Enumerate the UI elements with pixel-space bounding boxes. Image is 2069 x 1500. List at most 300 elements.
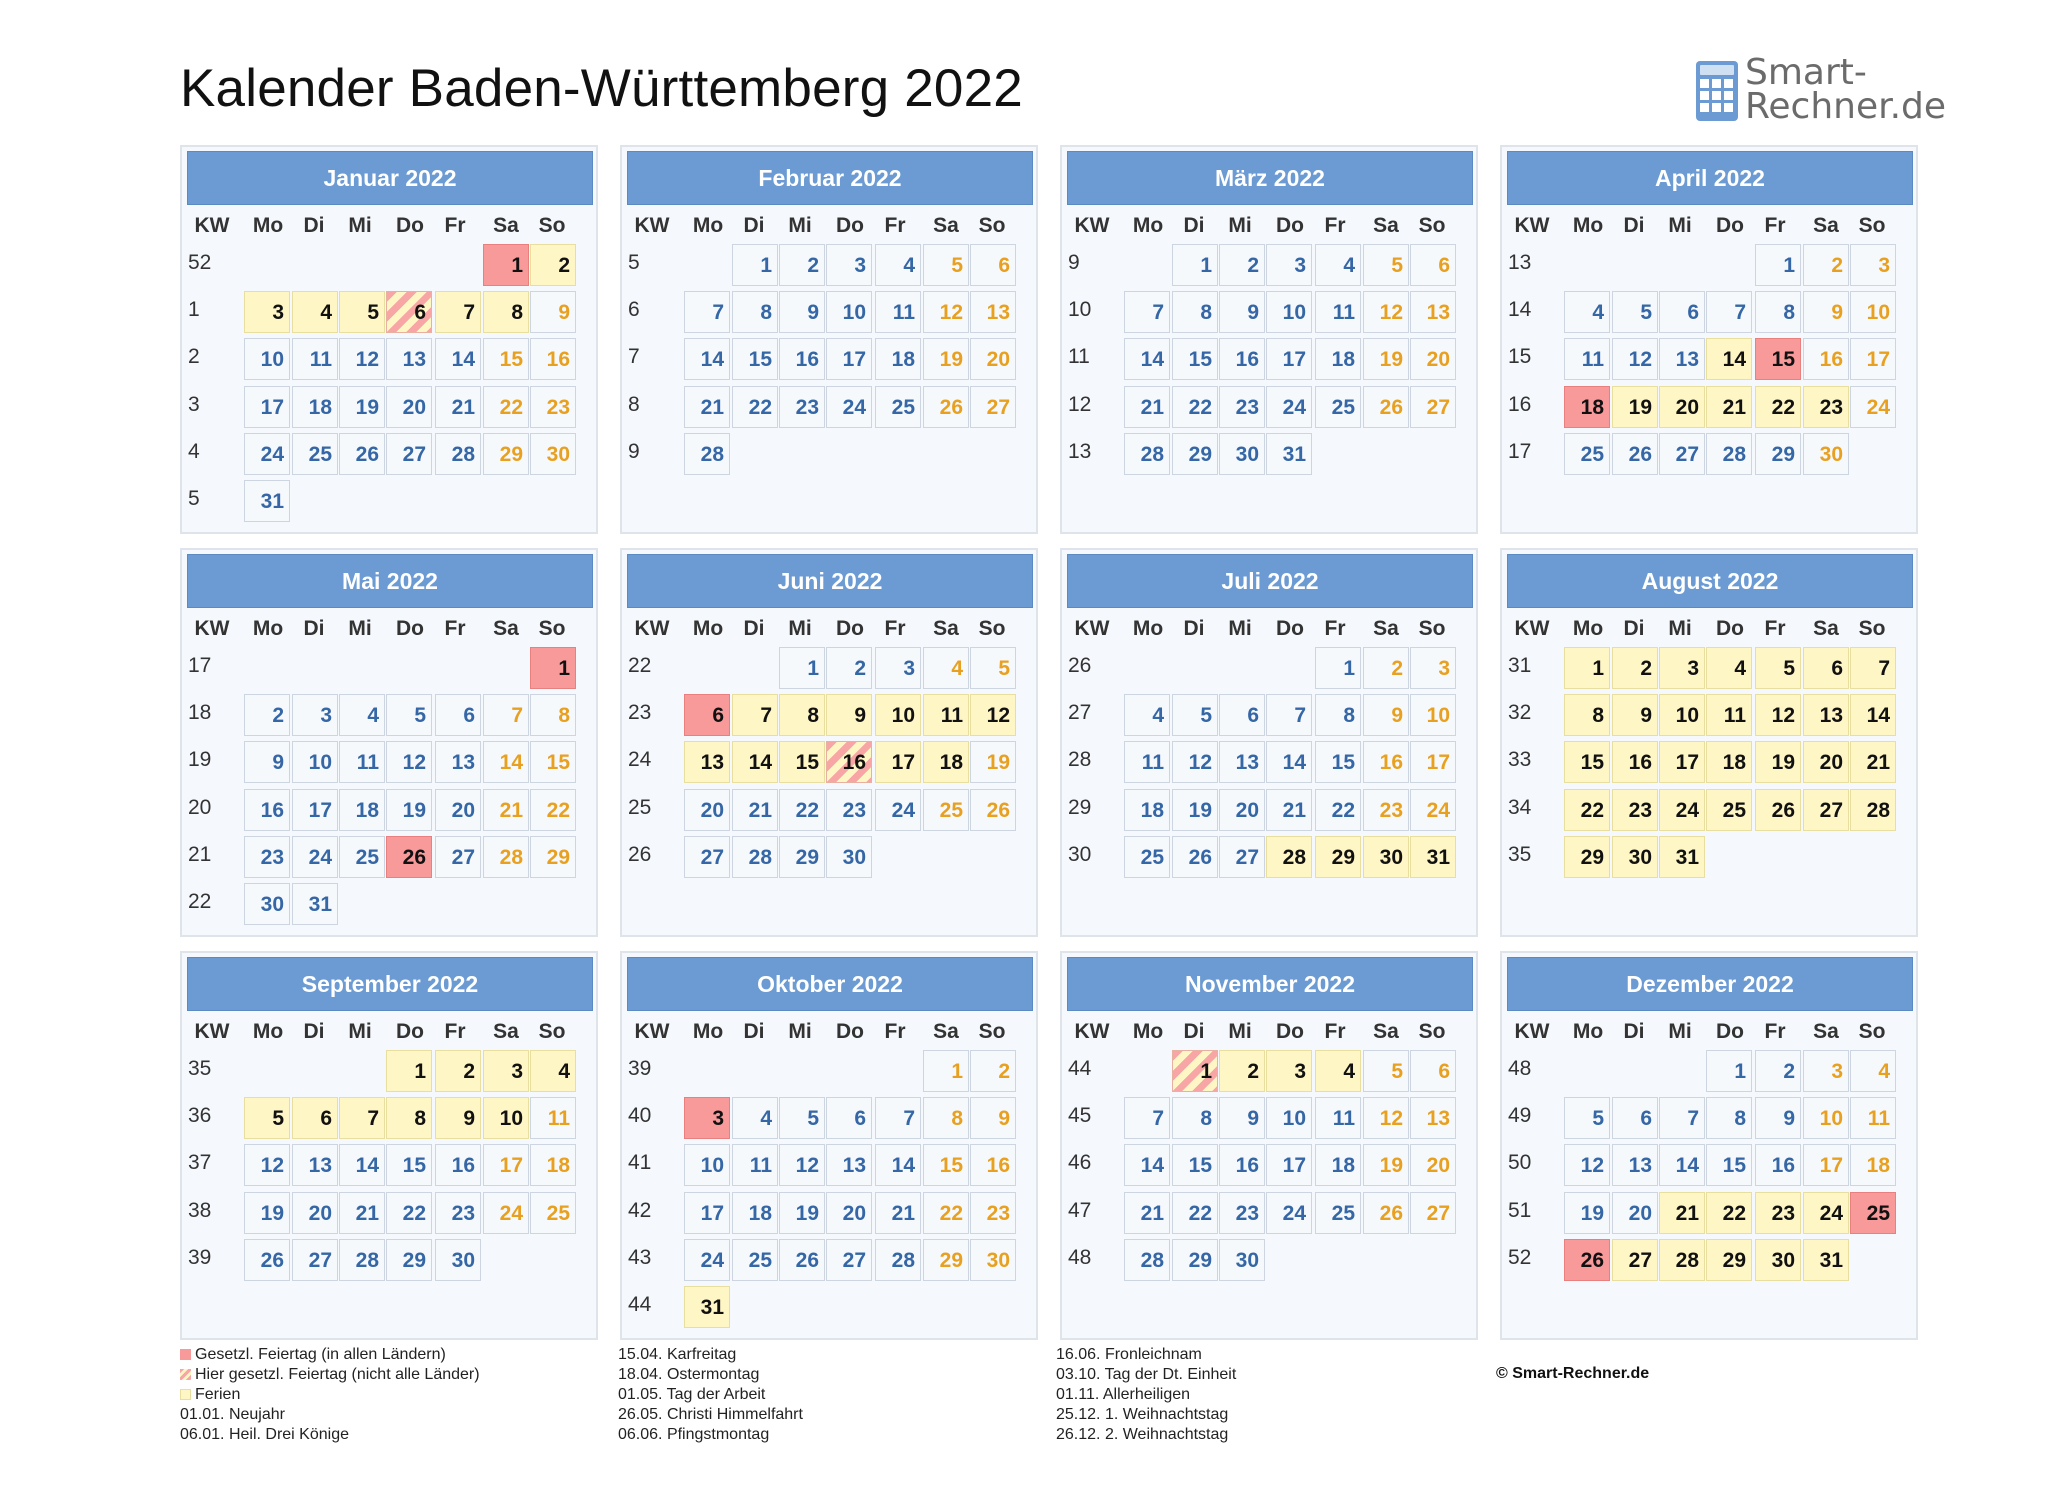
day-cell[interactable]: 31: [1659, 836, 1705, 878]
day-cell[interactable]: 21: [1706, 386, 1752, 428]
day-cell[interactable]: 17: [1850, 338, 1896, 380]
day-cell[interactable]: 26: [1612, 433, 1658, 475]
day-cell[interactable]: 10: [1266, 291, 1312, 333]
day-cell[interactable]: 12: [1755, 694, 1801, 736]
day-cell[interactable]: 19: [1612, 386, 1658, 428]
day-cell[interactable]: 28: [339, 1239, 385, 1281]
day-cell[interactable]: 14: [684, 338, 730, 380]
day-cell[interactable]: 20: [1219, 789, 1265, 831]
day-cell[interactable]: 22: [1172, 386, 1218, 428]
day-cell[interactable]: 8: [923, 1097, 969, 1139]
day-cell[interactable]: 7: [1124, 1097, 1170, 1139]
day-cell[interactable]: 25: [530, 1192, 576, 1234]
day-cell[interactable]: 6: [1803, 647, 1849, 689]
day-cell[interactable]: 26: [1363, 1192, 1409, 1234]
day-cell[interactable]: 7: [732, 694, 778, 736]
day-cell[interactable]: 5: [923, 244, 969, 286]
day-cell[interactable]: 25: [875, 386, 921, 428]
day-cell[interactable]: 26: [1755, 789, 1801, 831]
day-cell[interactable]: 3: [1803, 1050, 1849, 1092]
day-cell[interactable]: 9: [826, 694, 872, 736]
day-cell[interactable]: 17: [1266, 1144, 1312, 1186]
day-cell[interactable]: 12: [1564, 1144, 1610, 1186]
day-cell[interactable]: 9: [1219, 1097, 1265, 1139]
day-cell[interactable]: 11: [732, 1144, 778, 1186]
day-cell[interactable]: 25: [732, 1239, 778, 1281]
day-cell[interactable]: 13: [1410, 291, 1456, 333]
day-cell[interactable]: 29: [779, 836, 825, 878]
day-cell[interactable]: 17: [684, 1192, 730, 1234]
day-cell[interactable]: 17: [483, 1144, 529, 1186]
day-cell[interactable]: 7: [339, 1097, 385, 1139]
day-cell[interactable]: 3: [244, 291, 290, 333]
day-cell[interactable]: 29: [1172, 433, 1218, 475]
day-cell[interactable]: 19: [244, 1192, 290, 1234]
day-cell[interactable]: 13: [1659, 338, 1705, 380]
day-cell[interactable]: 28: [684, 433, 730, 475]
day-cell[interactable]: 1: [1564, 647, 1610, 689]
day-cell[interactable]: 20: [435, 789, 481, 831]
day-cell[interactable]: 7: [1266, 694, 1312, 736]
day-cell[interactable]: 20: [826, 1192, 872, 1234]
day-cell[interactable]: 18: [732, 1192, 778, 1234]
day-cell[interactable]: 30: [970, 1239, 1016, 1281]
day-cell[interactable]: 13: [684, 741, 730, 783]
day-cell[interactable]: 18: [1706, 741, 1752, 783]
day-cell[interactable]: 2: [530, 244, 576, 286]
day-cell[interactable]: 5: [386, 694, 432, 736]
day-cell[interactable]: 21: [435, 386, 481, 428]
day-cell[interactable]: 1: [530, 647, 576, 689]
day-cell[interactable]: 9: [1755, 1097, 1801, 1139]
day-cell[interactable]: 21: [1124, 1192, 1170, 1234]
day-cell[interactable]: 23: [1803, 386, 1849, 428]
day-cell[interactable]: 1: [1315, 647, 1361, 689]
day-cell[interactable]: 30: [530, 433, 576, 475]
day-cell[interactable]: 11: [1315, 1097, 1361, 1139]
day-cell[interactable]: 4: [530, 1050, 576, 1092]
day-cell[interactable]: 16: [1219, 338, 1265, 380]
day-cell[interactable]: 24: [875, 789, 921, 831]
day-cell[interactable]: 28: [875, 1239, 921, 1281]
day-cell[interactable]: 10: [1266, 1097, 1312, 1139]
day-cell[interactable]: 12: [1363, 1097, 1409, 1139]
day-cell[interactable]: 23: [1219, 1192, 1265, 1234]
day-cell[interactable]: 4: [292, 291, 338, 333]
day-cell[interactable]: 9: [1219, 291, 1265, 333]
day-cell[interactable]: 14: [732, 741, 778, 783]
day-cell[interactable]: 14: [1266, 741, 1312, 783]
day-cell[interactable]: 8: [1315, 694, 1361, 736]
day-cell[interactable]: 6: [970, 244, 1016, 286]
day-cell[interactable]: 28: [1124, 1239, 1170, 1281]
day-cell[interactable]: 16: [1612, 741, 1658, 783]
day-cell[interactable]: 3: [875, 647, 921, 689]
day-cell[interactable]: 15: [483, 338, 529, 380]
day-cell[interactable]: 8: [483, 291, 529, 333]
day-cell[interactable]: 20: [1410, 1144, 1456, 1186]
day-cell[interactable]: 5: [1564, 1097, 1610, 1139]
day-cell[interactable]: 28: [483, 836, 529, 878]
day-cell[interactable]: 27: [1659, 433, 1705, 475]
day-cell[interactable]: 4: [1564, 291, 1610, 333]
day-cell[interactable]: 13: [1612, 1144, 1658, 1186]
day-cell[interactable]: 6: [684, 694, 730, 736]
day-cell[interactable]: 22: [530, 789, 576, 831]
day-cell[interactable]: 28: [1659, 1239, 1705, 1281]
day-cell[interactable]: 1: [1172, 244, 1218, 286]
day-cell[interactable]: 6: [1612, 1097, 1658, 1139]
day-cell[interactable]: 12: [779, 1144, 825, 1186]
day-cell[interactable]: 29: [1172, 1239, 1218, 1281]
day-cell[interactable]: 19: [1363, 1144, 1409, 1186]
day-cell[interactable]: 7: [483, 694, 529, 736]
day-cell[interactable]: 18: [1850, 1144, 1896, 1186]
day-cell[interactable]: 3: [826, 244, 872, 286]
day-cell[interactable]: 1: [923, 1050, 969, 1092]
day-cell[interactable]: 4: [339, 694, 385, 736]
day-cell[interactable]: 21: [684, 386, 730, 428]
day-cell[interactable]: 8: [1706, 1097, 1752, 1139]
day-cell[interactable]: 11: [1124, 741, 1170, 783]
day-cell[interactable]: 18: [530, 1144, 576, 1186]
day-cell[interactable]: 13: [386, 338, 432, 380]
day-cell[interactable]: 12: [1172, 741, 1218, 783]
day-cell[interactable]: 17: [1266, 338, 1312, 380]
day-cell[interactable]: 1: [779, 647, 825, 689]
day-cell[interactable]: 4: [875, 244, 921, 286]
day-cell[interactable]: 21: [1850, 741, 1896, 783]
day-cell[interactable]: 20: [1410, 338, 1456, 380]
day-cell[interactable]: 13: [970, 291, 1016, 333]
day-cell[interactable]: 15: [530, 741, 576, 783]
day-cell[interactable]: 28: [732, 836, 778, 878]
day-cell[interactable]: 16: [970, 1144, 1016, 1186]
day-cell[interactable]: 5: [339, 291, 385, 333]
day-cell[interactable]: 12: [386, 741, 432, 783]
day-cell[interactable]: 27: [292, 1239, 338, 1281]
day-cell[interactable]: 23: [970, 1192, 1016, 1234]
day-cell[interactable]: 17: [1803, 1144, 1849, 1186]
day-cell[interactable]: 15: [1172, 1144, 1218, 1186]
day-cell[interactable]: 19: [970, 741, 1016, 783]
day-cell[interactable]: 30: [1803, 433, 1849, 475]
day-cell[interactable]: 20: [292, 1192, 338, 1234]
day-cell[interactable]: 21: [1266, 789, 1312, 831]
day-cell[interactable]: 24: [1410, 789, 1456, 831]
day-cell[interactable]: 17: [875, 741, 921, 783]
day-cell[interactable]: 8: [732, 291, 778, 333]
day-cell[interactable]: 24: [1850, 386, 1896, 428]
day-cell[interactable]: 2: [779, 244, 825, 286]
day-cell[interactable]: 6: [826, 1097, 872, 1139]
day-cell[interactable]: 6: [292, 1097, 338, 1139]
day-cell[interactable]: 12: [970, 694, 1016, 736]
day-cell[interactable]: 29: [386, 1239, 432, 1281]
day-cell[interactable]: 9: [1803, 291, 1849, 333]
day-cell[interactable]: 18: [1124, 789, 1170, 831]
day-cell[interactable]: 14: [1124, 338, 1170, 380]
day-cell[interactable]: 27: [826, 1239, 872, 1281]
day-cell[interactable]: 5: [1172, 694, 1218, 736]
day-cell[interactable]: 21: [339, 1192, 385, 1234]
day-cell[interactable]: 15: [1564, 741, 1610, 783]
day-cell[interactable]: 30: [1363, 836, 1409, 878]
day-cell[interactable]: 30: [1219, 1239, 1265, 1281]
day-cell[interactable]: 17: [1659, 741, 1705, 783]
day-cell[interactable]: 28: [435, 433, 481, 475]
day-cell[interactable]: 19: [1172, 789, 1218, 831]
day-cell[interactable]: 6: [1410, 1050, 1456, 1092]
day-cell[interactable]: 3: [1410, 647, 1456, 689]
day-cell[interactable]: 10: [1410, 694, 1456, 736]
day-cell[interactable]: 9: [435, 1097, 481, 1139]
day-cell[interactable]: 15: [923, 1144, 969, 1186]
day-cell[interactable]: 31: [684, 1286, 730, 1328]
day-cell[interactable]: 27: [1410, 1192, 1456, 1234]
day-cell[interactable]: 28: [1124, 433, 1170, 475]
day-cell[interactable]: 18: [1315, 338, 1361, 380]
day-cell[interactable]: 19: [386, 789, 432, 831]
day-cell[interactable]: 20: [684, 789, 730, 831]
day-cell[interactable]: 9: [244, 741, 290, 783]
day-cell[interactable]: 19: [1363, 338, 1409, 380]
day-cell[interactable]: 24: [684, 1239, 730, 1281]
day-cell[interactable]: 15: [1706, 1144, 1752, 1186]
day-cell[interactable]: 24: [1266, 386, 1312, 428]
day-cell[interactable]: 6: [386, 291, 432, 333]
day-cell[interactable]: 2: [826, 647, 872, 689]
day-cell[interactable]: 23: [1612, 789, 1658, 831]
day-cell[interactable]: 14: [1850, 694, 1896, 736]
day-cell[interactable]: 16: [1803, 338, 1849, 380]
day-cell[interactable]: 6: [1219, 694, 1265, 736]
day-cell[interactable]: 4: [923, 647, 969, 689]
day-cell[interactable]: 25: [1706, 789, 1752, 831]
day-cell[interactable]: 25: [1124, 836, 1170, 878]
day-cell[interactable]: 11: [530, 1097, 576, 1139]
day-cell[interactable]: 22: [1706, 1192, 1752, 1234]
day-cell[interactable]: 26: [244, 1239, 290, 1281]
day-cell[interactable]: 11: [923, 694, 969, 736]
day-cell[interactable]: 21: [1659, 1192, 1705, 1234]
day-cell[interactable]: 31: [1410, 836, 1456, 878]
day-cell[interactable]: 30: [1755, 1239, 1801, 1281]
day-cell[interactable]: 19: [339, 386, 385, 428]
day-cell[interactable]: 29: [1755, 433, 1801, 475]
day-cell[interactable]: 14: [339, 1144, 385, 1186]
day-cell[interactable]: 27: [684, 836, 730, 878]
day-cell[interactable]: 25: [339, 836, 385, 878]
day-cell[interactable]: 11: [339, 741, 385, 783]
day-cell[interactable]: 28: [1266, 836, 1312, 878]
day-cell[interactable]: 4: [1124, 694, 1170, 736]
day-cell[interactable]: 7: [1124, 291, 1170, 333]
day-cell[interactable]: 15: [1315, 741, 1361, 783]
day-cell[interactable]: 5: [1363, 244, 1409, 286]
day-cell[interactable]: 25: [923, 789, 969, 831]
day-cell[interactable]: 23: [435, 1192, 481, 1234]
day-cell[interactable]: 3: [684, 1097, 730, 1139]
day-cell[interactable]: 5: [1363, 1050, 1409, 1092]
day-cell[interactable]: 23: [779, 386, 825, 428]
day-cell[interactable]: 6: [1410, 244, 1456, 286]
day-cell[interactable]: 26: [1363, 386, 1409, 428]
day-cell[interactable]: 10: [1850, 291, 1896, 333]
day-cell[interactable]: 10: [826, 291, 872, 333]
day-cell[interactable]: 27: [1612, 1239, 1658, 1281]
day-cell[interactable]: 24: [483, 1192, 529, 1234]
day-cell[interactable]: 29: [483, 433, 529, 475]
day-cell[interactable]: 2: [1219, 1050, 1265, 1092]
day-cell[interactable]: 5: [1755, 647, 1801, 689]
day-cell[interactable]: 12: [923, 291, 969, 333]
day-cell[interactable]: 16: [1755, 1144, 1801, 1186]
day-cell[interactable]: 8: [530, 694, 576, 736]
day-cell[interactable]: 10: [1803, 1097, 1849, 1139]
day-cell[interactable]: 7: [435, 291, 481, 333]
day-cell[interactable]: 29: [1315, 836, 1361, 878]
day-cell[interactable]: 10: [1659, 694, 1705, 736]
day-cell[interactable]: 12: [1612, 338, 1658, 380]
day-cell[interactable]: 10: [244, 338, 290, 380]
day-cell[interactable]: 2: [970, 1050, 1016, 1092]
day-cell[interactable]: 30: [1219, 433, 1265, 475]
day-cell[interactable]: 19: [923, 338, 969, 380]
day-cell[interactable]: 21: [1124, 386, 1170, 428]
day-cell[interactable]: 18: [1564, 386, 1610, 428]
day-cell[interactable]: 14: [1706, 338, 1752, 380]
day-cell[interactable]: 27: [386, 433, 432, 475]
day-cell[interactable]: 14: [1659, 1144, 1705, 1186]
day-cell[interactable]: 29: [1706, 1239, 1752, 1281]
day-cell[interactable]: 22: [386, 1192, 432, 1234]
day-cell[interactable]: 21: [483, 789, 529, 831]
smart-rechner-logo[interactable]: [1695, 52, 1947, 127]
day-cell[interactable]: 16: [435, 1144, 481, 1186]
day-cell[interactable]: 7: [875, 1097, 921, 1139]
day-cell[interactable]: 11: [292, 338, 338, 380]
day-cell[interactable]: 17: [1410, 741, 1456, 783]
day-cell[interactable]: 22: [1564, 789, 1610, 831]
day-cell[interactable]: 30: [435, 1239, 481, 1281]
day-cell[interactable]: 15: [732, 338, 778, 380]
day-cell[interactable]: 17: [292, 789, 338, 831]
day-cell[interactable]: 14: [435, 338, 481, 380]
day-cell[interactable]: 20: [1803, 741, 1849, 783]
day-cell[interactable]: 15: [1755, 338, 1801, 380]
day-cell[interactable]: 9: [530, 291, 576, 333]
day-cell[interactable]: 2: [1612, 647, 1658, 689]
day-cell[interactable]: 1: [1755, 244, 1801, 286]
day-cell[interactable]: 26: [1172, 836, 1218, 878]
day-cell[interactable]: 18: [292, 386, 338, 428]
day-cell[interactable]: 16: [530, 338, 576, 380]
day-cell[interactable]: 26: [923, 386, 969, 428]
day-cell[interactable]: 20: [970, 338, 1016, 380]
day-cell[interactable]: 21: [732, 789, 778, 831]
day-cell[interactable]: 12: [244, 1144, 290, 1186]
day-cell[interactable]: 6: [1659, 291, 1705, 333]
day-cell[interactable]: 31: [1266, 433, 1312, 475]
day-cell[interactable]: 3: [1850, 244, 1896, 286]
day-cell[interactable]: 13: [435, 741, 481, 783]
day-cell[interactable]: 28: [1706, 433, 1752, 475]
day-cell[interactable]: 14: [483, 741, 529, 783]
day-cell[interactable]: 8: [1564, 694, 1610, 736]
day-cell[interactable]: 20: [1659, 386, 1705, 428]
day-cell[interactable]: 22: [483, 386, 529, 428]
day-cell[interactable]: 16: [826, 741, 872, 783]
day-cell[interactable]: 11: [1706, 694, 1752, 736]
day-cell[interactable]: 22: [923, 1192, 969, 1234]
day-cell[interactable]: 3: [483, 1050, 529, 1092]
day-cell[interactable]: 25: [1315, 1192, 1361, 1234]
day-cell[interactable]: 9: [1363, 694, 1409, 736]
day-cell[interactable]: 24: [292, 836, 338, 878]
day-cell[interactable]: 12: [1363, 291, 1409, 333]
day-cell[interactable]: 10: [875, 694, 921, 736]
day-cell[interactable]: 26: [1564, 1239, 1610, 1281]
day-cell[interactable]: 30: [244, 883, 290, 925]
day-cell[interactable]: 26: [779, 1239, 825, 1281]
day-cell[interactable]: 27: [1803, 789, 1849, 831]
day-cell[interactable]: 23: [1755, 1192, 1801, 1234]
day-cell[interactable]: 26: [970, 789, 1016, 831]
day-cell[interactable]: 5: [970, 647, 1016, 689]
day-cell[interactable]: 7: [1659, 1097, 1705, 1139]
day-cell[interactable]: 22: [732, 386, 778, 428]
day-cell[interactable]: 30: [1612, 836, 1658, 878]
day-cell[interactable]: 17: [826, 338, 872, 380]
day-cell[interactable]: 3: [1266, 1050, 1312, 1092]
day-cell[interactable]: 19: [779, 1192, 825, 1234]
day-cell[interactable]: 9: [970, 1097, 1016, 1139]
day-cell[interactable]: 1: [483, 244, 529, 286]
day-cell[interactable]: 3: [292, 694, 338, 736]
day-cell[interactable]: 21: [875, 1192, 921, 1234]
day-cell[interactable]: 19: [1564, 1192, 1610, 1234]
day-cell[interactable]: 8: [1172, 291, 1218, 333]
day-cell[interactable]: 31: [1803, 1239, 1849, 1281]
day-cell[interactable]: 1: [732, 244, 778, 286]
day-cell[interactable]: 22: [1172, 1192, 1218, 1234]
day-cell[interactable]: 16: [1219, 1144, 1265, 1186]
day-cell[interactable]: 31: [292, 883, 338, 925]
day-cell[interactable]: 4: [1706, 647, 1752, 689]
day-cell[interactable]: 29: [923, 1239, 969, 1281]
day-cell[interactable]: 24: [1659, 789, 1705, 831]
day-cell[interactable]: 4: [732, 1097, 778, 1139]
day-cell[interactable]: 23: [1363, 789, 1409, 831]
day-cell[interactable]: 3: [1266, 244, 1312, 286]
day-cell[interactable]: 30: [826, 836, 872, 878]
day-cell[interactable]: 31: [244, 480, 290, 522]
day-cell[interactable]: 4: [1850, 1050, 1896, 1092]
day-cell[interactable]: 5: [244, 1097, 290, 1139]
day-cell[interactable]: 23: [244, 836, 290, 878]
day-cell[interactable]: 22: [1315, 789, 1361, 831]
day-cell[interactable]: 8: [386, 1097, 432, 1139]
day-cell[interactable]: 6: [435, 694, 481, 736]
day-cell[interactable]: 25: [292, 433, 338, 475]
day-cell[interactable]: 25: [1850, 1192, 1896, 1234]
day-cell[interactable]: 4: [1315, 1050, 1361, 1092]
day-cell[interactable]: 23: [1219, 386, 1265, 428]
day-cell[interactable]: 27: [1219, 836, 1265, 878]
day-cell[interactable]: 11: [875, 291, 921, 333]
day-cell[interactable]: 29: [1564, 836, 1610, 878]
